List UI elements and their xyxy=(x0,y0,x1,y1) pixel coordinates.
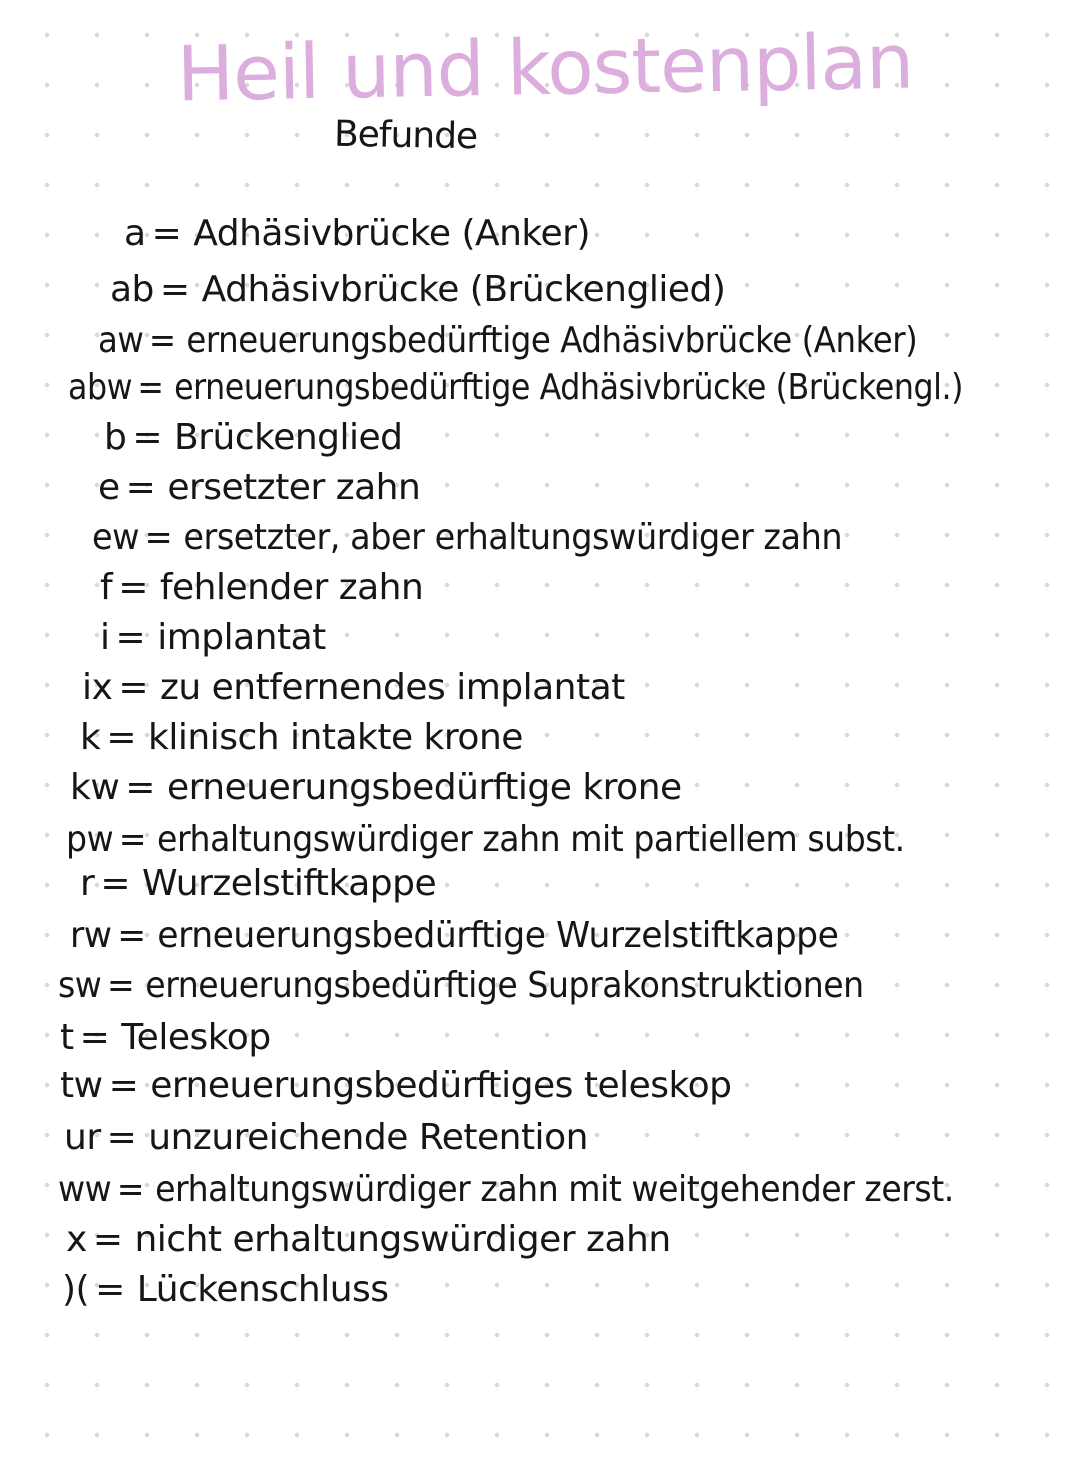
entry-definition: erneuerungsbedürftige krone xyxy=(166,767,682,808)
list-item xyxy=(58,1169,954,1210)
entry-abbreviation: e xyxy=(98,467,120,508)
entry-separator: = xyxy=(115,617,146,658)
entry-abbreviation: x xyxy=(66,1219,87,1260)
entry-separator: = xyxy=(117,915,146,956)
entry-definition: erneuerungsbedürftiges teleskop xyxy=(150,1065,732,1106)
entry-abbreviation: b xyxy=(104,417,127,458)
entry-abbreviation: f xyxy=(100,567,113,608)
entry-separator: = xyxy=(92,1219,123,1260)
entry-abbreviation: kw xyxy=(70,767,120,808)
list-item xyxy=(110,269,726,310)
entry-abbreviation: rw xyxy=(70,915,112,956)
entry-abbreviation: abw xyxy=(68,367,133,408)
list-item xyxy=(98,320,918,361)
list-item xyxy=(82,667,625,708)
entry-definition: fehlender zahn xyxy=(159,567,424,608)
entry-separator: = xyxy=(118,667,148,708)
list-item xyxy=(100,567,424,608)
entry-separator: = xyxy=(95,1269,125,1310)
list-item xyxy=(60,1017,271,1058)
entry-abbreviation: )( xyxy=(62,1269,90,1310)
entry-definition: nicht erhaltungswürdiger zahn xyxy=(134,1219,671,1260)
list-item xyxy=(64,1117,588,1158)
entry-abbreviation: ew xyxy=(92,517,140,558)
list-item xyxy=(66,1219,671,1260)
entry-definition: erneuerungsbedürftige Adhäsivbrücke (Brückengl.) xyxy=(174,367,964,408)
list-item xyxy=(80,863,437,904)
entry-separator: = xyxy=(118,819,147,860)
entry-separator: = xyxy=(108,1065,139,1106)
entry-abbreviation: ix xyxy=(82,667,113,708)
entry-separator: = xyxy=(106,1117,137,1158)
entry-separator: = xyxy=(159,269,190,310)
entry-abbreviation: tw xyxy=(60,1065,103,1106)
entry-abbreviation: ww xyxy=(58,1169,112,1210)
entry-abbreviation: r xyxy=(80,863,95,904)
entry-definition: unzureichende Retention xyxy=(148,1117,588,1158)
list-item xyxy=(98,467,421,508)
entry-separator: = xyxy=(116,1169,145,1210)
entry-definition: erneuerungsbedürftige Wurzelstiftkappe xyxy=(157,915,839,956)
entry-separator: = xyxy=(125,467,156,508)
entry-definition: ersetzter zahn xyxy=(167,467,421,508)
list-item xyxy=(92,517,843,558)
entry-definition: erhaltungswürdiger zahn mit weitgehender zerst. xyxy=(155,1169,954,1210)
entry-abbreviation: k xyxy=(80,717,101,758)
entry-definition: Adhäsivbrücke (Brückenglied) xyxy=(201,269,726,310)
page-subtitle: Befunde xyxy=(333,113,478,158)
entry-definition: Adhäsivbrücke (Anker) xyxy=(193,213,590,254)
entry-separator: = xyxy=(151,213,182,254)
entry-definition: ersetzter, aber erhaltungswürdiger zahn xyxy=(183,517,843,558)
entry-separator: = xyxy=(100,863,130,904)
entry-abbreviation: t xyxy=(60,1017,74,1058)
entry-definition: erneuerungsbedürftige Suprakonstruktionen xyxy=(145,965,864,1006)
entry-definition: erneuerungsbedürftige Adhäsivbrücke (Anker) xyxy=(186,320,918,361)
entry-definition: Teleskop xyxy=(121,1017,271,1058)
page-title: Heil und kostenplan xyxy=(176,16,914,119)
list-item xyxy=(80,717,523,758)
entry-definition: klinisch intakte krone xyxy=(148,717,523,758)
list-item xyxy=(60,1065,732,1106)
entry-definition: Brückenglied xyxy=(174,417,403,458)
entry-separator: = xyxy=(132,417,163,458)
entry-abbreviation: pw xyxy=(66,819,114,860)
list-item xyxy=(66,819,905,860)
list-item xyxy=(70,915,839,956)
entry-separator: = xyxy=(144,517,173,558)
list-item xyxy=(100,617,326,658)
entry-abbreviation: aw xyxy=(98,320,144,361)
entry-separator: = xyxy=(148,320,176,361)
entry-definition: Wurzelstiftkappe xyxy=(141,863,437,904)
entry-abbreviation: ur xyxy=(64,1117,101,1158)
list-item xyxy=(68,367,964,408)
list-item xyxy=(124,213,590,254)
entry-separator: = xyxy=(79,1017,110,1058)
entry-definition: Lückenschluss xyxy=(136,1269,389,1310)
entry-abbreviation: sw xyxy=(58,965,102,1006)
list-item xyxy=(58,965,864,1006)
entry-separator: = xyxy=(106,965,135,1006)
entry-abbreviation: a xyxy=(124,213,146,254)
list-item xyxy=(104,417,403,458)
entry-definition: zu entfernendes implantat xyxy=(159,667,625,708)
entry-definition: erhaltungswürdiger zahn mit partiellem subst. xyxy=(157,819,905,860)
entry-definition: implantat xyxy=(157,617,326,658)
entry-separator: = xyxy=(118,567,148,608)
entry-separator: = xyxy=(125,767,155,808)
list-item xyxy=(70,767,682,808)
list-item xyxy=(62,1269,389,1310)
entry-separator: = xyxy=(106,717,137,758)
entry-separator: = xyxy=(137,367,164,408)
entry-abbreviation: i xyxy=(100,617,110,658)
entry-abbreviation: ab xyxy=(110,269,154,310)
